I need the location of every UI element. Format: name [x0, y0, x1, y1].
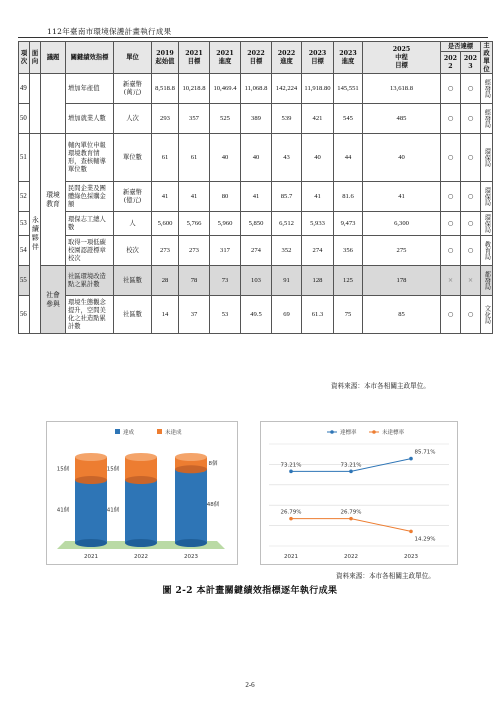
- value-cell: 5,766: [179, 212, 210, 236]
- bar-top-2022: [125, 453, 157, 461]
- value-cell: 274: [241, 236, 272, 266]
- x-tick-label: 2023: [184, 554, 198, 560]
- bar-seam-2022: [125, 476, 157, 484]
- unit-cell: 單位數: [114, 134, 152, 182]
- value-cell: 545: [334, 104, 363, 134]
- kpi-table: [18, 41, 493, 334]
- aspect-label: 永續夥伴: [30, 134, 41, 334]
- achieved-2022-cell: ○: [441, 104, 461, 134]
- value-cell: 273: [152, 236, 179, 266]
- achieved-2023-cell: ○: [461, 236, 481, 266]
- row-index: 54: [19, 236, 30, 266]
- value-cell: 73: [210, 266, 241, 296]
- value-cell: 103: [241, 266, 272, 296]
- value-cell: 40: [241, 134, 272, 182]
- achieved-2022-cell: ○: [441, 182, 461, 212]
- data-point: [409, 530, 413, 534]
- indicator-cell: 取得一項低碳校園認證標章校次: [66, 236, 114, 266]
- col-aspect: 面向: [30, 42, 41, 74]
- value-cell: 5,960: [210, 212, 241, 236]
- bar-done-bottom-2021: [75, 539, 107, 547]
- achieved-2023-cell: ○: [461, 74, 481, 104]
- value-cell: 40: [302, 134, 334, 182]
- row-index: 52: [19, 182, 30, 212]
- legend-label-undone: 未達標率: [382, 430, 405, 436]
- unit-cell: 人: [114, 212, 152, 236]
- achieved-2023-cell: ○: [461, 134, 481, 182]
- col-2023-progress: 2023 進度: [334, 42, 363, 74]
- row-index: 49: [19, 74, 30, 104]
- data-point: [289, 517, 293, 521]
- agency-cell: 環保局: [481, 134, 493, 182]
- value-cell: 275: [363, 236, 441, 266]
- value-cell: 37: [179, 296, 210, 334]
- value-cell: 5,933: [302, 212, 334, 236]
- value-cell: 389: [241, 104, 272, 134]
- x-tick-label: 2021: [84, 554, 98, 560]
- col-2021-target: 2021 目標: [179, 42, 210, 74]
- unit-cell: 校次: [114, 236, 152, 266]
- col-2021-progress: 2021 進度: [210, 42, 241, 74]
- col-achieved: 是否達標: [441, 42, 481, 52]
- value-cell: 273: [179, 236, 210, 266]
- achieved-2022-cell: ○: [441, 296, 461, 334]
- value-cell: 41: [241, 182, 272, 212]
- value-cell: 40: [210, 134, 241, 182]
- table-row: [19, 266, 493, 296]
- bar-seam-2021: [75, 476, 107, 484]
- indicator-cell: 環保志工總人數: [66, 212, 114, 236]
- col-2022-progress: 2022 進度: [272, 42, 302, 74]
- data-label: 26.79%: [340, 509, 362, 516]
- data-label: 26.79%: [280, 509, 302, 516]
- bar-top-2023: [175, 453, 207, 461]
- figure-caption: 圖 2-2 本計畫關鍵績效指標逐年執行成果: [162, 586, 338, 596]
- aspect-cell: [30, 74, 41, 134]
- achieved-2023-cell: ○: [461, 182, 481, 212]
- col-2025-mid: 2025 中程 目標: [363, 42, 441, 74]
- data-point: [289, 470, 293, 474]
- bar-chart-panel: [46, 421, 238, 565]
- col-achieved-2022: 2022: [441, 52, 461, 74]
- value-cell: 81.6: [334, 182, 363, 212]
- table-row: [19, 104, 493, 134]
- value-cell: 539: [272, 104, 302, 134]
- achieved-2022-cell: ○: [441, 236, 461, 266]
- data-label: 85.71%: [414, 449, 436, 456]
- table-row: [19, 212, 493, 236]
- col-achieved-2023: 2023: [461, 52, 481, 74]
- indicator-cell: 增加就業人數: [66, 104, 114, 134]
- legend-marker-done: [330, 430, 334, 434]
- unit-cell: 新臺幣 (億元): [114, 182, 152, 212]
- value-cell: 11,918.80: [302, 74, 334, 104]
- table-row: [19, 182, 493, 212]
- value-cell: 6,512: [272, 212, 302, 236]
- legend-label-done: 達標率: [340, 430, 357, 436]
- x-tick-label: 2023: [404, 554, 418, 560]
- value-cell: 142,224: [272, 74, 302, 104]
- indicator-cell: 增加年產值: [66, 74, 114, 104]
- indicator-cell: 社區環境改造點之累計數: [66, 266, 114, 296]
- value-cell: 78: [179, 266, 210, 296]
- value-cell: 41: [179, 182, 210, 212]
- indicator-cell: 輔內單位申報環境教育情形，查核輔導單位數: [66, 134, 114, 182]
- unit-cell: 人次: [114, 104, 152, 134]
- col-2019: 2019 起始值: [152, 42, 179, 74]
- table-source: 資料來源：本市各相關主政單位。: [331, 382, 430, 390]
- indicator-cell: 環境生態觀念提升，空間美化之社造點累計數: [66, 296, 114, 334]
- issue-cell: [41, 74, 66, 134]
- series-line-undone: [291, 519, 411, 532]
- row-index: 50: [19, 104, 30, 134]
- agency-cell: 環保局: [481, 212, 493, 236]
- value-cell: 28: [152, 266, 179, 296]
- bar-label-undone-2021: 15個: [56, 466, 70, 473]
- col-unit: 單位: [114, 42, 152, 74]
- table-row: [19, 296, 493, 334]
- line-chart-panel: [260, 421, 458, 565]
- value-cell: 525: [210, 104, 241, 134]
- col-2023-target: 2023 目標: [302, 42, 334, 74]
- table-row: [19, 236, 493, 266]
- value-cell: 10,218.8: [179, 74, 210, 104]
- value-cell: 14: [152, 296, 179, 334]
- achieved-2022-cell: ○: [441, 212, 461, 236]
- value-cell: 41: [152, 182, 179, 212]
- legend-swatch-done: [115, 429, 120, 434]
- legend-swatch-undone: [157, 429, 162, 434]
- value-cell: 317: [210, 236, 241, 266]
- bar-done-2022: [125, 480, 157, 543]
- value-cell: 8,518.8: [152, 74, 179, 104]
- value-cell: 91: [272, 266, 302, 296]
- agency-cell: 教育局: [481, 236, 493, 266]
- value-cell: 10,469.4: [210, 74, 241, 104]
- value-cell: 178: [363, 266, 441, 296]
- bar-done-2023: [175, 469, 207, 543]
- page-header: 112年臺南市環境保護計畫執行成果: [47, 27, 172, 36]
- col-issue: 議題: [41, 42, 66, 74]
- page-number: 2-6: [245, 681, 255, 689]
- legend-label-undone: 未達成: [165, 430, 182, 436]
- col-indicator: 關鍵績效指標: [66, 42, 114, 74]
- row-index: 51: [19, 134, 30, 182]
- data-point: [349, 470, 353, 474]
- data-label: 73.21%: [340, 462, 362, 469]
- value-cell: 41: [363, 182, 441, 212]
- bar-label-done-2023: 48個: [206, 502, 220, 509]
- agency-cell: 環保局: [481, 182, 493, 212]
- value-cell: 13,618.8: [363, 74, 441, 104]
- unit-cell: 社區數: [114, 266, 152, 296]
- achieved-2022-cell: ○: [441, 134, 461, 182]
- x-tick-label: 2022: [344, 554, 358, 560]
- bar-top-2021: [75, 453, 107, 461]
- value-cell: 421: [302, 104, 334, 134]
- bar-done-bottom-2023: [175, 539, 207, 547]
- value-cell: 274: [302, 236, 334, 266]
- issue-label: 環境教育: [41, 134, 66, 266]
- col-idx: 項次: [19, 42, 30, 74]
- value-cell: 61: [152, 134, 179, 182]
- bar-label-undone-2023: 8個: [208, 461, 218, 468]
- value-cell: 40: [363, 134, 441, 182]
- value-cell: 80: [210, 182, 241, 212]
- achieved-2023-cell: ×: [461, 266, 481, 296]
- row-index: 56: [19, 296, 30, 334]
- value-cell: 5,850: [241, 212, 272, 236]
- agency-cell: 文化局: [481, 296, 493, 334]
- value-cell: 75: [334, 296, 363, 334]
- achieved-2023-cell: ○: [461, 104, 481, 134]
- data-label: 14.29%: [414, 536, 436, 543]
- bar-done-2021: [75, 480, 107, 543]
- value-cell: 357: [179, 104, 210, 134]
- data-point: [409, 457, 413, 461]
- value-cell: 43: [272, 134, 302, 182]
- value-cell: 85: [363, 296, 441, 334]
- indicator-cell: 民間企業及團體綠色採購金額: [66, 182, 114, 212]
- value-cell: 85.7: [272, 182, 302, 212]
- bar-label-done-2022: 41個: [106, 507, 120, 514]
- value-cell: 44: [334, 134, 363, 182]
- value-cell: 5,600: [152, 212, 179, 236]
- figure-source: 資料來源：本市各相關主政單位。: [336, 572, 435, 580]
- unit-cell: 新臺幣 (萬元): [114, 74, 152, 104]
- achieved-2022-cell: ×: [441, 266, 461, 296]
- row-index: 53: [19, 212, 30, 236]
- agency-cell: 都發局: [481, 266, 493, 296]
- value-cell: 49.5: [241, 296, 272, 334]
- row-index: 55: [19, 266, 30, 296]
- value-cell: 352: [272, 236, 302, 266]
- value-cell: 61: [179, 134, 210, 182]
- value-cell: 145,551: [334, 74, 363, 104]
- data-label: 73.21%: [280, 462, 302, 469]
- value-cell: 69: [272, 296, 302, 334]
- unit-cell: 社區數: [114, 296, 152, 334]
- line-chart: [261, 422, 457, 564]
- data-point: [349, 517, 353, 521]
- agency-cell: 經發局: [481, 104, 493, 134]
- x-tick-label: 2021: [284, 554, 298, 560]
- value-cell: 128: [302, 266, 334, 296]
- col-agency: 主政單位: [481, 42, 493, 74]
- value-cell: 11,068.8: [241, 74, 272, 104]
- legend-label-done: 達成: [123, 430, 135, 436]
- value-cell: 53: [210, 296, 241, 334]
- value-cell: 61.3: [302, 296, 334, 334]
- achieved-2023-cell: ○: [461, 296, 481, 334]
- achieved-2022-cell: ○: [441, 74, 461, 104]
- bar-done-bottom-2022: [125, 539, 157, 547]
- col-2022-target: 2022 目標: [241, 42, 272, 74]
- bar-label-done-2021: 41個: [56, 507, 70, 514]
- bar-label-undone-2022: 15個: [106, 466, 120, 473]
- legend-marker-undone: [372, 430, 376, 434]
- bar-chart: [47, 422, 237, 564]
- value-cell: 125: [334, 266, 363, 296]
- agency-cell: 經發局: [481, 74, 493, 104]
- achieved-2023-cell: ○: [461, 212, 481, 236]
- table-row: [19, 134, 493, 182]
- table-row: [19, 74, 493, 104]
- issue-label: 社會參與: [41, 266, 66, 334]
- value-cell: 6,300: [363, 212, 441, 236]
- x-tick-label: 2022: [134, 554, 148, 560]
- value-cell: 41: [302, 182, 334, 212]
- value-cell: 293: [152, 104, 179, 134]
- header-rule: [18, 37, 488, 38]
- bar-seam-2023: [175, 465, 207, 473]
- value-cell: 9,473: [334, 212, 363, 236]
- value-cell: 485: [363, 104, 441, 134]
- value-cell: 356: [334, 236, 363, 266]
